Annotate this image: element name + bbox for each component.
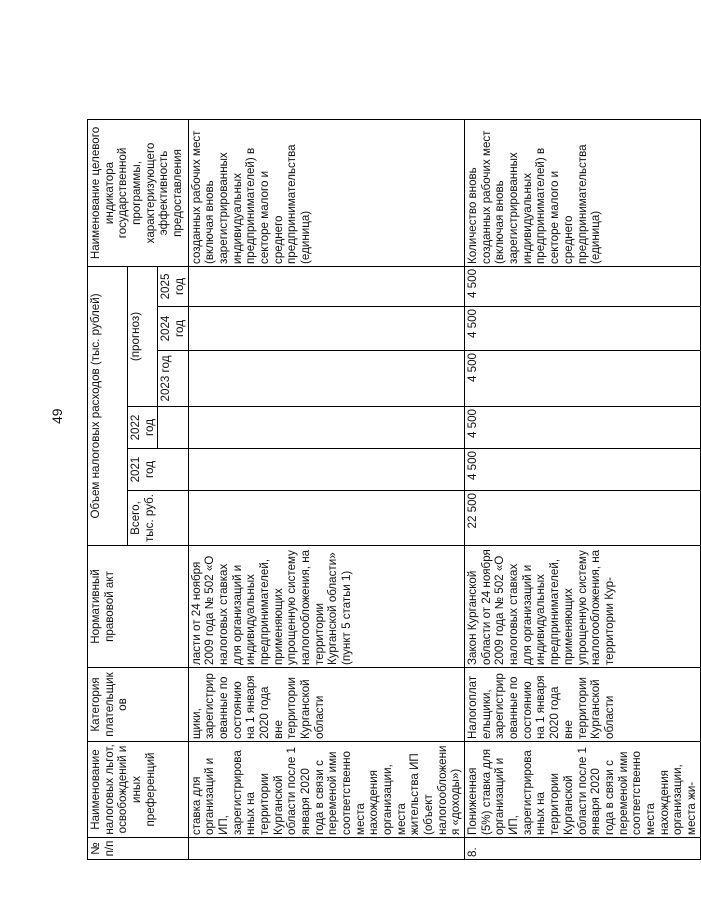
- cell-legal-act: ласти от 24 ноября 2009 года № 502 «О налоговых ставках для организаций и индивидуальных предпринимателей, применяющих упрощенную систему налогообложения, на территории Курганской области» (пункт 5 статьи 1): [188, 546, 464, 668]
- cell-2022: [188, 407, 464, 449]
- cell-indicator: созданных рабочих мест (включая вновь зарегистрированных индивидуальных предпринимателей) в секторе малого и среднего предпринимательства (единица): [188, 119, 464, 266]
- header-forecast: (прогноз): [128, 266, 158, 406]
- cell-2022: 4 500: [465, 407, 700, 449]
- cell-num: [188, 838, 464, 860]
- header-volume: Объем налоговых расходов (тыс. рублей): [88, 266, 128, 545]
- tax-benefits-table: [87, 119, 701, 860]
- table-row: [465, 119, 700, 859]
- cell-num: 8.: [465, 838, 700, 860]
- header-total: Всего, тыс. руб.: [128, 491, 189, 546]
- header-2021: 2021 год: [128, 449, 189, 491]
- cell-2023: 4 500: [465, 351, 700, 407]
- cell-2025: [188, 266, 464, 306]
- cell-2021: 4 500: [465, 449, 700, 491]
- cell-total: [188, 491, 464, 546]
- header-num: № п/п: [88, 838, 189, 860]
- rotated-page-content: [87, 120, 698, 860]
- cell-payer-category: Налогоплательщики, зарегистрированные по состоянию на 1 января 2020 года вне территории Курганской области: [465, 668, 700, 742]
- header-2023: 2023 год: [158, 351, 188, 407]
- header-indicator: Наименование целевого индикатора государственной программы, характеризующего эффективность предоставления: [88, 119, 189, 266]
- cell-legal-act: Закон Курганской области от 24 ноября 2009 года № 502 «О налоговых ставках для организаций и индивидуальных предпринимателей, применяющих упрощенную систему налогообложения, на территории Кур-: [465, 546, 700, 668]
- table-row: [188, 119, 464, 859]
- page-number: 49: [49, 408, 65, 424]
- header-2024: 2024 год: [158, 307, 188, 351]
- cell-2024: 4 500: [465, 307, 700, 351]
- header-legal-act: Нормативный правовой акт: [88, 546, 189, 668]
- cell-indicator: Количество вновь созданных рабочих мест (включая вновь зарегистрированных индивидуальных предпринимателей) в секторе малого и среднего предпринимательства (единица): [465, 119, 700, 266]
- header-2025: 2025 год: [158, 266, 188, 306]
- cell-2025: 4 500: [465, 266, 700, 306]
- header-2022: 2022 год: [128, 407, 158, 449]
- cell-2024: [188, 307, 464, 351]
- cell-total: 22 500: [465, 491, 700, 546]
- cell-payer-category: щики, зарегистрированные по состоянию на 1 января 2020 года вне территории Курганской области: [188, 668, 464, 742]
- cell-2023: [188, 351, 464, 407]
- header-2022-spacer: [158, 407, 188, 449]
- cell-2021: [188, 449, 464, 491]
- header-benefit-name: Наименование налоговых льгот, освобождений и иных преференций: [88, 742, 189, 838]
- cell-benefit-name: ставка для организаций и ИП, зарегистрированных на территории Курганской области после 1 января 2020 года в связи с переменой ими соответственно места нахождения организации, места жительства ИП (объект налогообложения «доходы»): [188, 742, 464, 838]
- cell-benefit-name: Пониженная (5%) ставка для организаций и ИП, зарегистрированных на территории Курганской области после 1 января 2020 года в связи с переменой ими соответственно места нахождения организации, места жи-: [465, 742, 700, 838]
- header-row: [88, 119, 128, 859]
- header-payer-category: Категория плательщиков: [88, 668, 189, 742]
